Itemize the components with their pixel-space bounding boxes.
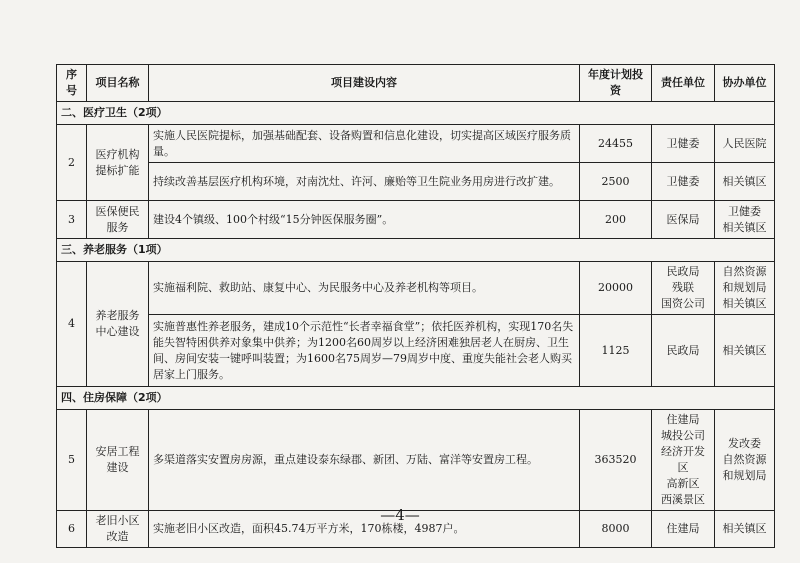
section-row-medical <box>57 102 775 125</box>
header-number: 序号 <box>57 65 87 102</box>
project-name: 安居工程建设 <box>87 410 149 511</box>
assisting-unit-line: 发改委 <box>728 437 761 450</box>
assisting-unit-line: 卫健委 <box>728 204 761 218</box>
project-name: 养老服务中心建设 <box>87 262 149 387</box>
section-row-housing <box>57 387 775 410</box>
assisting-unit: 相关镇区 <box>715 163 775 201</box>
responsible-unit: 卫健委 <box>652 163 715 201</box>
section-title-elderly: 三、养老服务（1项） <box>57 239 775 262</box>
responsible-unit: 卫健委 <box>652 125 715 163</box>
responsible-unit-line: 国资公司 <box>661 297 705 310</box>
investment-value: 24455 <box>580 125 652 163</box>
assisting-unit <box>715 410 775 511</box>
project-content: 建设4个镇级、100个村级“15分钟医保服务圈”。 <box>149 201 580 239</box>
header-assisting: 协办单位 <box>715 65 775 102</box>
project-content: 持续改善基层医疗机构环境，对南沈灶、许河、廉贻等卫生院业务用房进行改扩建。 <box>149 163 580 201</box>
project-name: 医保便民服务 <box>87 201 149 239</box>
responsible-unit-line: 残联 <box>672 281 694 294</box>
header-project-name: 项目名称 <box>87 65 149 102</box>
row-number: 3 <box>57 201 87 239</box>
assisting-unit-line: 自然资源 <box>722 265 767 278</box>
project-content: 实施人民医院提标，加强基础配套、设备购置和信息化建设，切实提高区域医疗服务质量。 <box>149 125 580 163</box>
page-number: —4— <box>380 506 420 524</box>
investment-value: 200 <box>580 201 652 239</box>
investment-value: 1125 <box>580 315 652 387</box>
table-row <box>57 201 775 239</box>
header-responsible: 责任单位 <box>652 65 715 102</box>
table-header-row <box>57 65 775 102</box>
section-row-elderly <box>57 239 775 262</box>
project-name: 老旧小区改造 <box>87 511 149 548</box>
project-name: 医疗机构提标扩能 <box>87 125 149 201</box>
row-number: 4 <box>57 262 87 387</box>
project-plan-table <box>56 64 775 548</box>
investment-value: 20000 <box>580 262 652 315</box>
assisting-unit: 人民医院 <box>715 125 775 163</box>
responsible-unit-line: 住建局 <box>666 413 700 426</box>
responsible-unit-line: 西溪景区 <box>661 493 705 506</box>
responsible-unit: 医保局 <box>652 201 715 239</box>
responsible-unit-line: 经济开发区 <box>661 445 705 474</box>
project-content: 实施普惠性养老服务，建成10个示范性“长者幸福食堂”；依托医养机构，实现170名失能失智特困供养对象集中供养；为1200名60周岁以上经济困难独居老人在厨房、卫生间、房间安装一键呼叫装置；为1600名75周岁—79周岁中度、重度失能社会老人购买居家上门服务。 <box>149 315 580 387</box>
investment-value: 8000 <box>580 511 652 548</box>
assisting-unit <box>715 201 775 239</box>
header-investment: 年度计划投资 <box>580 65 652 102</box>
assisting-unit <box>715 262 775 315</box>
assisting-unit-line: 自然资源 <box>722 453 767 466</box>
investment-value: 363520 <box>580 410 652 511</box>
section-title-medical: 二、医疗卫生（2项） <box>57 102 775 125</box>
project-content: 实施老旧小区改造，面积45.74万平方米，170栋楼，4987户。 <box>149 511 580 548</box>
project-content: 多渠道落实安置房房源，重点建设泰东绿郡、新团、万陆、富洋等安置房工程。 <box>149 410 580 511</box>
assisting-unit: 相关镇区 <box>715 511 775 548</box>
row-number: 6 <box>57 511 87 548</box>
investment-value: 2500 <box>580 163 652 201</box>
assisting-unit-line: 相关镇区 <box>722 220 767 234</box>
responsible-unit-line: 高新区 <box>666 477 700 490</box>
responsible-unit <box>652 410 715 511</box>
assisting-unit-line: 和规划局 <box>722 281 767 294</box>
table-row <box>57 125 775 163</box>
table-row <box>57 163 775 201</box>
responsible-unit-line: 民政局 <box>666 265 700 278</box>
row-number: 5 <box>57 410 87 511</box>
assisting-unit: 相关镇区 <box>715 315 775 387</box>
responsible-unit: 民政局 <box>652 315 715 387</box>
table-row <box>57 262 775 315</box>
responsible-unit <box>652 262 715 315</box>
section-title-housing: 四、住房保障（2项） <box>57 387 775 410</box>
responsible-unit: 住建局 <box>652 511 715 548</box>
assisting-unit-line: 和规划局 <box>722 469 767 482</box>
assisting-unit-line: 相关镇区 <box>722 297 767 310</box>
header-content: 项目建设内容 <box>149 65 580 102</box>
table-row <box>57 410 775 511</box>
table-row <box>57 315 775 387</box>
project-content: 实施福利院、救助站、康复中心、为民服务中心及养老机构等项目。 <box>149 262 580 315</box>
row-number: 2 <box>57 125 87 201</box>
responsible-unit-line: 城投公司 <box>661 429 705 442</box>
